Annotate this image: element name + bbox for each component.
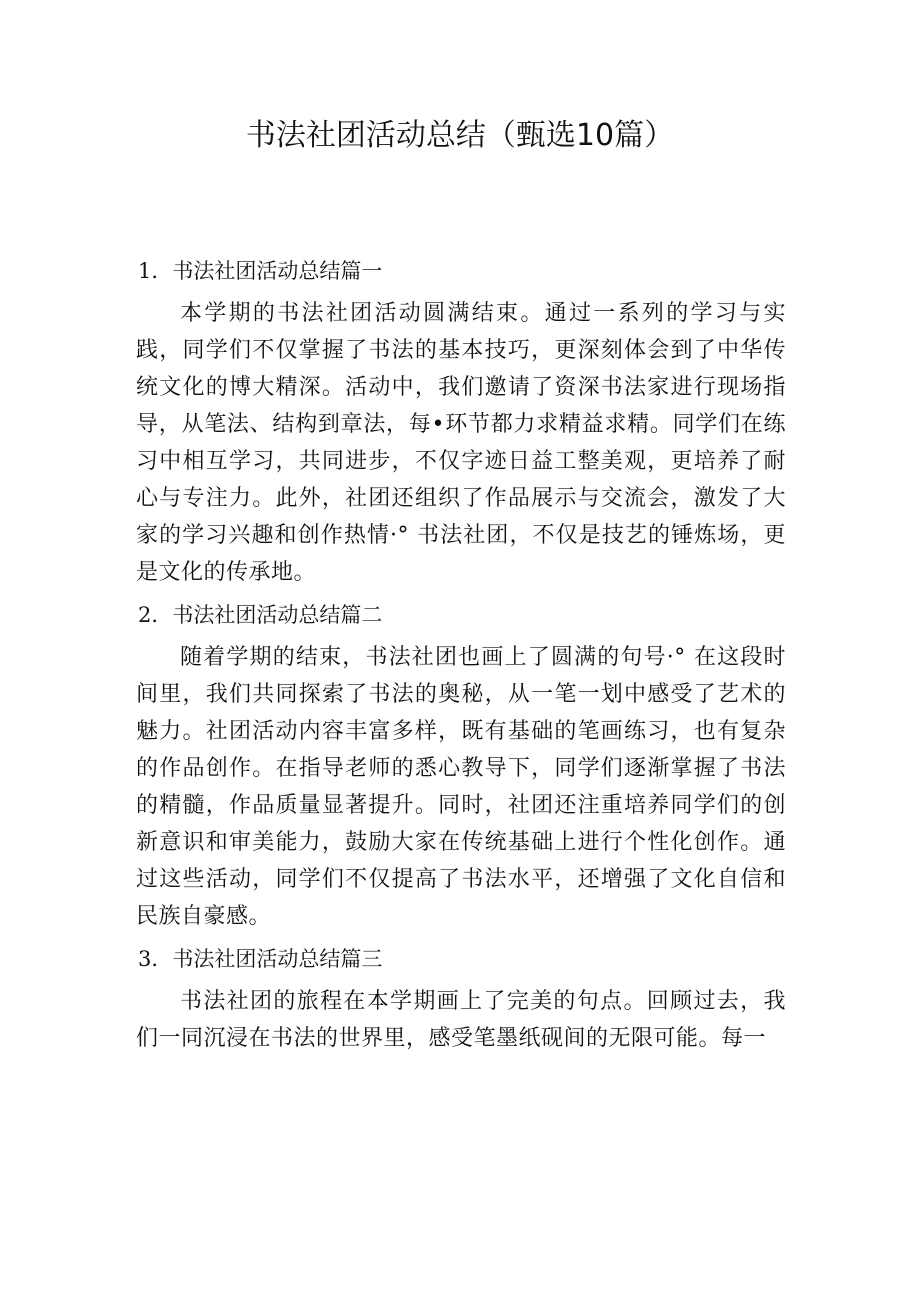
section-paragraph: 随着学期的结束，书法社团也画上了圆满的句号·° 在这段时间里，我们共同探索了书法的奥秘，从一笔一划中感受了艺术的魅力。社团活动内容丰富多样，既有基础的笔画练习，也有复杂的作品创作。在指导老师的悉心教导下，同学们逐渐掌握了书法的精髓，作品质量显著提升。同时，社团还注重培养同学们的创新意识和审美能力，鼓励大家在传统基础上进行个性化创作。通过这些活动，同学们不仅提高了书法水平，还增强了文化自信和民族自豪感。: [136, 645, 786, 929]
document-title: 书法社团活动总结（甄选10篇）: [245, 118, 675, 153]
section-paragraph: 本学期的书法社团活动圆满结束。通过一系列的学习与实践，同学们不仅掌握了书法的基本技巧，更深刻体会到了中华传统文化的博大精深。活动中，我们邀请了资深书法家进行现场指导，从笔法、结构到章法，每•环节都力求精益求精。同学们在练习中相互学习，共同进步，不仅字迹日益工整美观，更培养了耐心与专注力。此外，社团还组织了作品展示与交流会，激发了大家的学习兴趣和创作热情·° 书法社团，不仅是技艺的锤炼场，更是文化的传承地。: [136, 301, 786, 585]
section-heading: 1．书法社团活动总结篇一: [138, 259, 383, 283]
section-heading: 2．书法社团活动总结篇二: [138, 603, 383, 627]
document-body: [136, 257, 786, 1067]
section-heading: 3．书法社团活动总结篇三: [138, 947, 383, 971]
section-2: [136, 601, 786, 935]
section-1: [136, 257, 786, 591]
section-paragraph: 书法社团的旅程在本学期画上了完美的句点。回顾过去，我们一同沉浸在书法的世界里，感受笔墨纸砚间的无限可能。每一: [136, 989, 786, 1051]
section-3: [136, 945, 786, 1057]
